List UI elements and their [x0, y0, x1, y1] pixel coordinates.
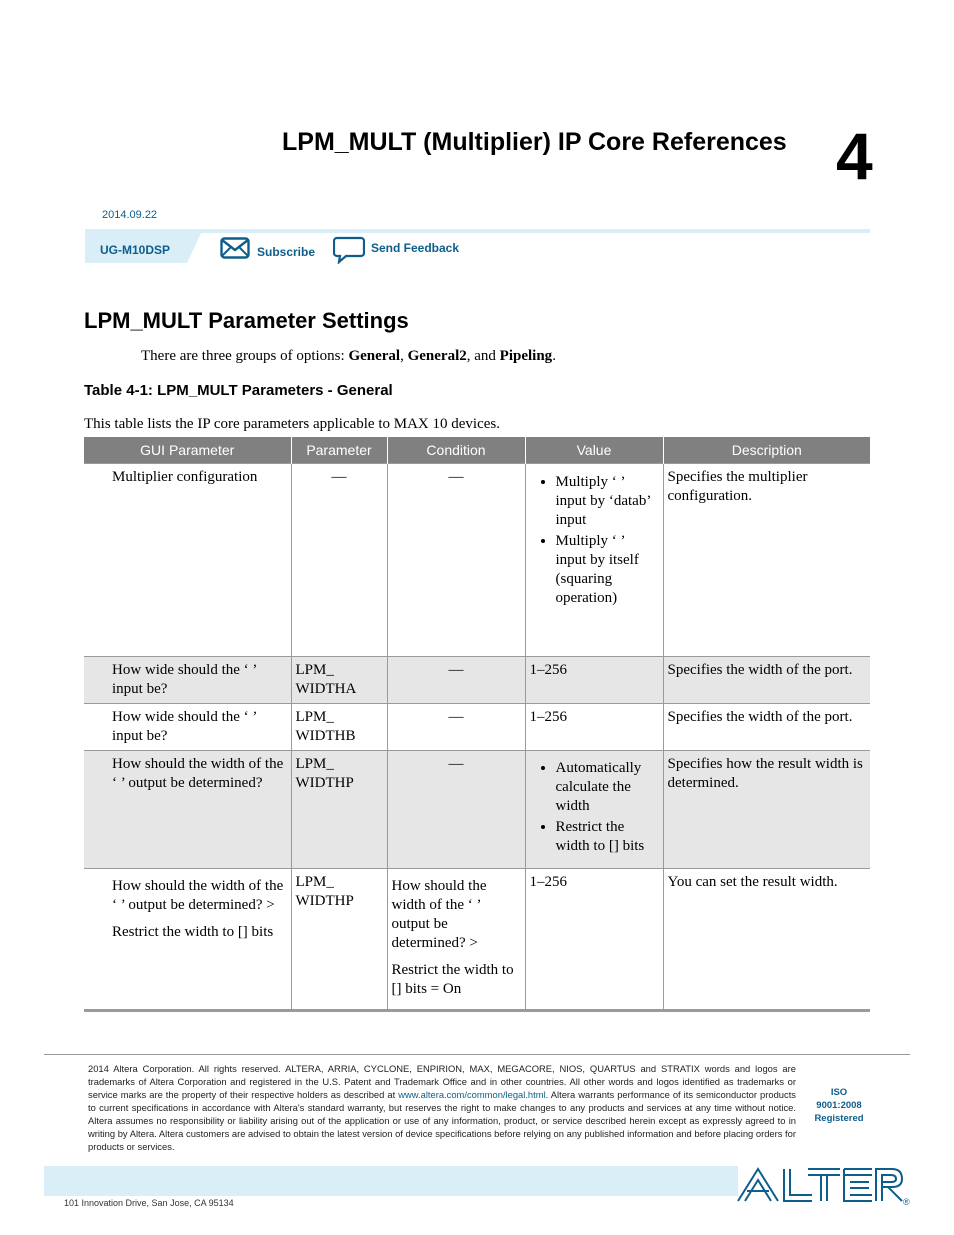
header-condition: Condition: [387, 437, 525, 464]
value-list: [530, 759, 659, 856]
cell-parameter: LPM_ WIDTHB: [291, 704, 387, 751]
cell-description: Specifies how the result width is determined.: [663, 751, 870, 869]
header-gui-parameter: GUI Parameter: [84, 437, 291, 464]
table-caption: This table lists the IP core parameters applicable to MAX 10 devices.: [84, 416, 500, 432]
table-title: Table 4-1: LPM_MULT Parameters - General: [84, 382, 393, 399]
cell-condition: —: [387, 464, 525, 657]
iso-line3: Registered: [814, 1113, 864, 1124]
cell-description: Specifies the width of the port.: [663, 657, 870, 704]
registered-mark: ®: [903, 1197, 910, 1207]
send-feedback-link[interactable]: Send Feedback: [371, 241, 460, 255]
cell-description: You can set the result width.: [663, 869, 870, 1011]
speech-bubble-icon[interactable]: [333, 236, 365, 264]
value-list: [530, 473, 659, 608]
altera-logo: [736, 1163, 912, 1207]
legal-notice: [88, 1062, 796, 1153]
list-item: • Multiply ‘ ’ input by ‘datab’ input: [556, 473, 659, 530]
condition-line1: How should the width of the ‘ ’ output be determined? >: [391, 878, 487, 951]
document-date: 2014.09.22: [102, 209, 158, 221]
table-row: [84, 657, 870, 704]
header-parameter: Parameter: [291, 437, 387, 464]
table-row: [84, 751, 870, 869]
cell-value: [525, 751, 663, 869]
footer-bar: [44, 1166, 738, 1196]
cell-gui-parameter: How should the width of the ‘ ’ output be determined?: [84, 751, 291, 869]
document-id-bar: [85, 229, 870, 263]
header-value: Value: [525, 437, 663, 464]
iso-line2: 9001:2008: [816, 1100, 862, 1111]
option-general2: General2: [407, 348, 467, 364]
chapter-title: LPM_MULT (Multiplier) IP Core References: [282, 128, 787, 156]
cell-parameter: —: [291, 464, 387, 657]
parameters-table: [84, 437, 870, 1012]
list-item: • Multiply ‘ ’ input by itself (squaring operation): [556, 532, 659, 608]
cell-description: Specifies the width of the port.: [663, 704, 870, 751]
intro-end: .: [552, 348, 556, 364]
legal-text-rest: . Altera warrants performance of its semiconductor products to current specifications in accordance with Altera's standard warranty, but reserves the right to make changes to any products and services at any time without notice. Altera assumes no responsibility or liability arising out of the application or use of any information, product, or service described herein except as expressly agreed to in writing by Altera. Altera customers are advised to obtain the latest version of device specifications before relying on any published information and before placing orders for products or services.: [88, 1089, 796, 1152]
doc-id: UG-M10DSP: [100, 243, 171, 257]
cell-parameter: LPM_ WIDTHA: [291, 657, 387, 704]
list-item: • Restrict the width to [] bits: [556, 818, 659, 856]
intro-prefix: There are three groups of options:: [141, 348, 349, 364]
table-row: [84, 704, 870, 751]
gui-parameter-line2: Restrict the width to [] bits: [112, 924, 274, 940]
cell-value: 1–256: [525, 657, 663, 704]
iso-line1: ISO: [830, 1087, 848, 1098]
id-bar-rule: [85, 229, 870, 233]
intro-paragraph: [141, 348, 556, 365]
address: 101 Innovation Drive, San Jose, CA 95134: [64, 1198, 234, 1208]
table-row: [84, 464, 870, 657]
chapter-number: 4: [836, 119, 873, 193]
cell-value: 1–256: [525, 869, 663, 1011]
intro-sep1: ,: [400, 348, 408, 364]
cell-value: [525, 464, 663, 657]
section-title: LPM_MULT Parameter Settings: [84, 308, 409, 333]
condition-line2: Restrict the width to [] bits = On: [391, 962, 514, 997]
option-pipeling: Pipeling: [499, 348, 553, 364]
legal-link[interactable]: www.altera.com/common/legal.html: [398, 1089, 546, 1100]
cell-parameter: LPM_ WIDTHP: [291, 751, 387, 869]
cell-condition: —: [387, 751, 525, 869]
cell-condition: [387, 869, 525, 1011]
cell-gui-parameter: [84, 869, 291, 1011]
intro-sep2: , and: [466, 348, 500, 364]
list-item: • Automatically calculate the width: [556, 759, 659, 816]
envelope-icon[interactable]: [220, 237, 250, 259]
cell-description: Specifies the multiplier configuration.: [663, 464, 870, 657]
iso-badge: [806, 1086, 872, 1125]
header-description: Description: [663, 437, 870, 464]
cell-gui-parameter: Multiplier configuration: [84, 464, 291, 657]
cell-value: 1–256: [525, 704, 663, 751]
cell-gui-parameter: How wide should the ‘ ’ input be?: [84, 657, 291, 704]
gui-parameter-line1: How should the width of the ‘ ’ output be determined? >: [112, 878, 284, 913]
legal-text: 2014 Altera Corporation. All rights reserved. ALTERA, ARRIA, CYCLONE, ENPIRION, MAX, MEGACORE, NIOS, QUARTUS and STRATIX words and logos are trademarks of Altera Corporation and registered in the U.S. Patent and Trademark Office and in other countries. All other words and logos identified as trademarks or service marks are the property of their respective holders as described at: [88, 1063, 796, 1100]
subscribe-link[interactable]: Subscribe: [257, 245, 316, 259]
cell-condition: —: [387, 657, 525, 704]
cell-gui-parameter: How wide should the ‘ ’ input be?: [84, 704, 291, 751]
cell-parameter: LPM_ WIDTHP: [291, 869, 387, 1011]
table-row: [84, 869, 870, 1011]
option-general: General: [348, 348, 401, 364]
footer-rule: [44, 1054, 910, 1055]
table-header-row: [84, 437, 870, 464]
cell-condition: —: [387, 704, 525, 751]
